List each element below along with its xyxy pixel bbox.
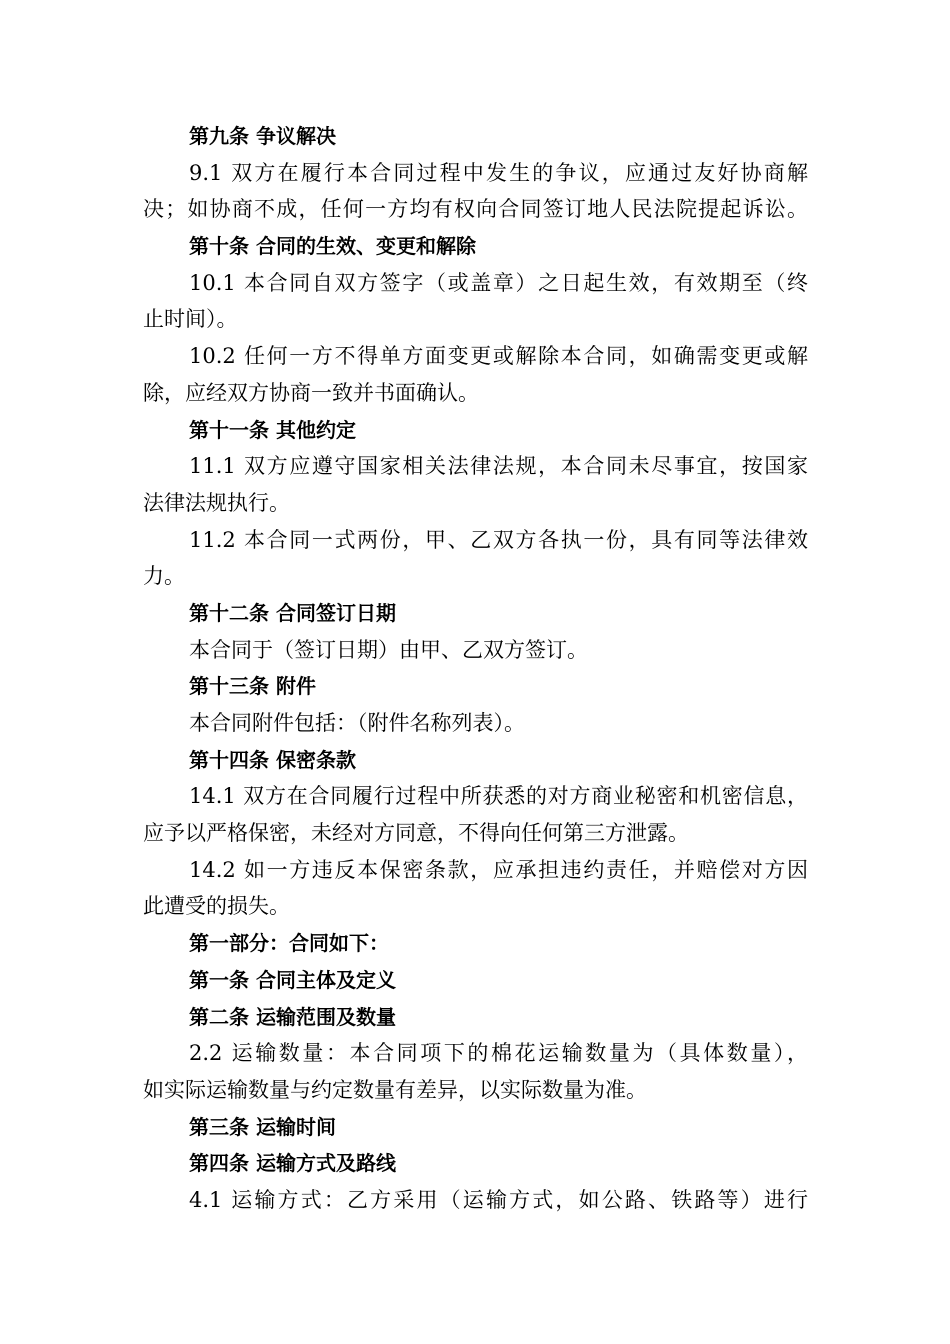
paragraph-line: 14.1 双方在合同履行过程中所获悉的对方商业秘密和机密信息，	[189, 784, 808, 809]
paragraph-line: 本合同于（签订日期）由甲、乙双方签订。	[189, 637, 588, 662]
paragraph-line: 14.2 如一方违反本保密条款，应承担违约责任，并赔偿对方因	[189, 857, 808, 882]
paragraph-line: 决；如协商不成，任何一方均有权向合同签订地人民法院提起诉讼。	[143, 197, 808, 222]
paragraph-line: 9.1 双方在履行本合同过程中发生的争议，应通过友好协商解	[189, 160, 808, 185]
paragraph-line: 11.1 双方应遵守国家相关法律法规，本合同未尽事宜，按国家	[189, 454, 808, 479]
paragraph-line: 本合同附件包括：（附件名称列表）。	[189, 711, 525, 735]
paragraph-line: 力。	[143, 564, 185, 589]
paragraph-line: 如实际运输数量与约定数量有差异，以实际数量为准。	[143, 1077, 647, 1102]
paragraph-line: 11.2 本合同一式两份，甲、乙双方各执一份，具有同等法律效	[189, 527, 808, 552]
paragraph-line: 10.1 本合同自双方签字（或盖章）之日起生效，有效期至（终	[189, 270, 808, 295]
section-heading-article-9: 第九条 争议解决	[189, 124, 336, 148]
section-heading-article-3: 第三条 运输时间	[189, 1114, 336, 1139]
paragraph-line: 2.2 运输数量：本合同项下的棉花运输数量为（具体数量），	[189, 1041, 808, 1066]
section-heading-article-14: 第十四条 保密条款	[189, 747, 356, 772]
section-heading-article-13: 第十三条 附件	[189, 674, 316, 699]
paragraph-line: 10.2 任何一方不得单方面变更或解除本合同，如确需变更或解	[189, 344, 808, 369]
paragraph-line: 法律法规执行。	[143, 490, 290, 515]
paragraph-line: 此遭受的损失。	[143, 894, 290, 919]
section-heading-part-1: 第一部分：合同如下：	[189, 931, 389, 956]
section-heading-article-2: 第二条 运输范围及数量	[189, 1004, 396, 1029]
section-heading-article-10: 第十条 合同的生效、变更和解除	[189, 234, 476, 259]
section-heading-article-1: 第一条 合同主体及定义	[189, 967, 396, 992]
paragraph-line: 应予以严格保密，未经对方同意，不得向任何第三方泄露。	[143, 821, 689, 846]
section-heading-article-12: 第十二条 合同签订日期	[189, 600, 396, 625]
paragraph-line: 止时间）。	[143, 307, 238, 332]
section-heading-article-4: 第四条 运输方式及路线	[189, 1151, 396, 1176]
contract-text-body	[143, 118, 808, 1219]
paragraph-line: 4.1 运输方式：乙方采用（运输方式，如公路、铁路等）进行	[189, 1187, 808, 1212]
section-heading-article-11: 第十一条 其他约定	[189, 417, 356, 442]
paragraph-line: 除，应经双方协商一致并书面确认。	[143, 380, 479, 405]
